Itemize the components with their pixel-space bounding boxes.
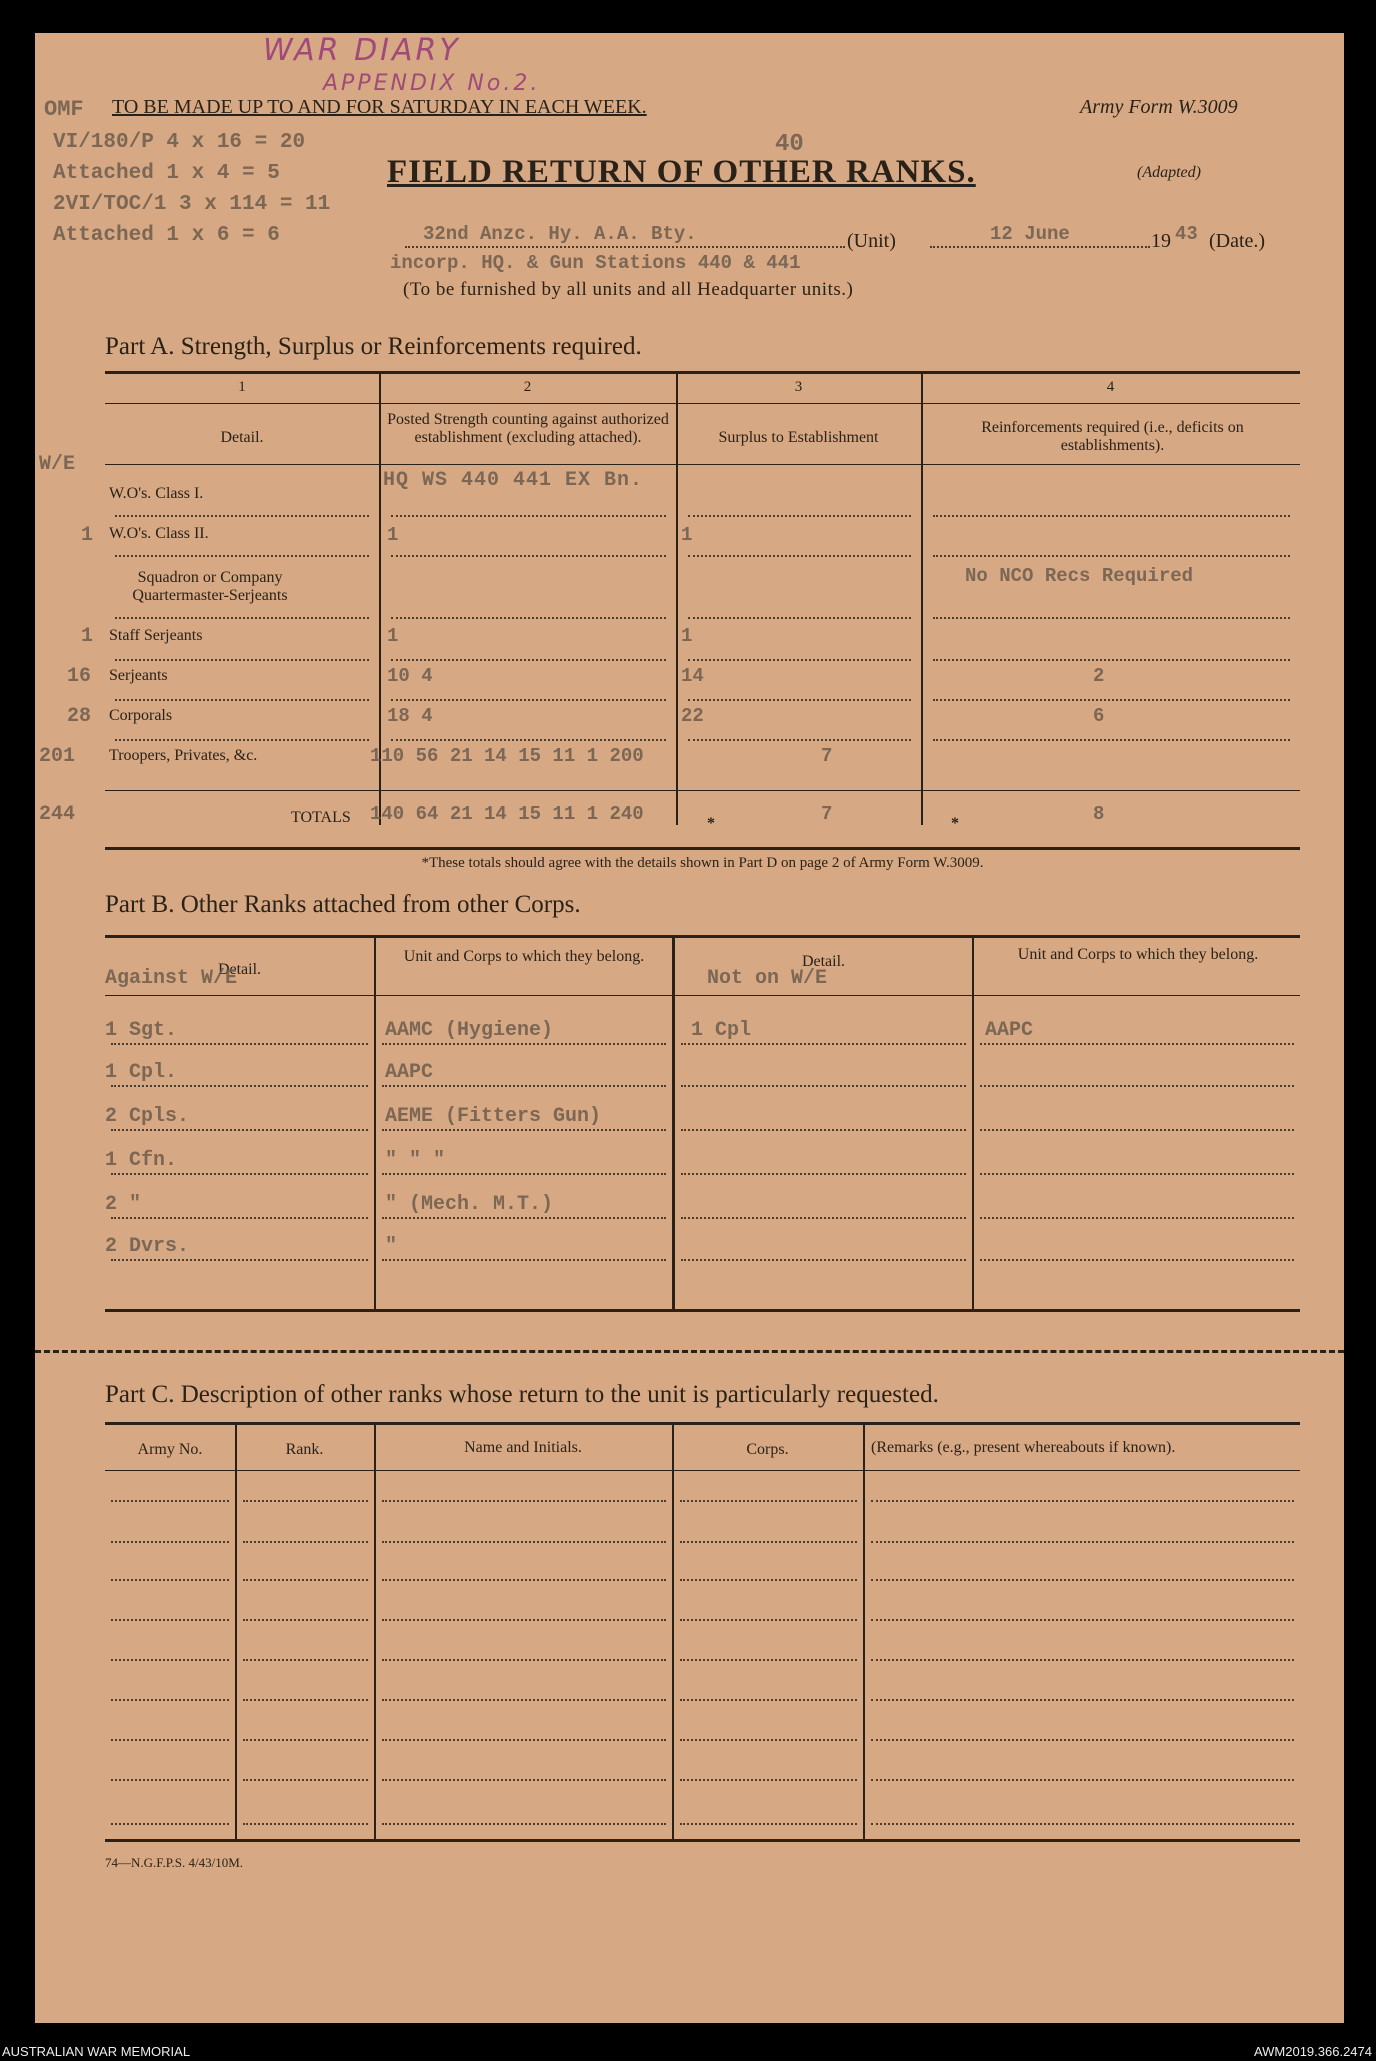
- part-b-dotted-line: [980, 1129, 1294, 1131]
- part-b-dotted-line: [382, 1217, 666, 1219]
- row-dotted-line: [688, 739, 911, 741]
- col-number-rule: [105, 403, 1300, 404]
- handwritten-war-diary: WAR DIARY: [263, 33, 461, 68]
- part-c-col-remarks: (Remarks (e.g., present whereabouts if known).: [871, 1439, 1176, 1456]
- part-c-dotted-line: [680, 1541, 857, 1543]
- date-label: (Date.): [1209, 230, 1266, 252]
- part-b-header-rule: [105, 995, 1300, 996]
- surplus-header: Surplus to Establishment: [718, 429, 879, 446]
- unit-value: 32nd Anzc. Hy. A.A. Bty.: [423, 223, 697, 245]
- furnished-note: (To be furnished by all units and all Headquarter units.): [403, 279, 854, 300]
- part-c-dotted-line: [382, 1619, 666, 1621]
- part-c-heading: Part C. Description of other ranks whose return to the unit is particularly requested.: [105, 1381, 939, 1408]
- attached-detail: 2 Dvrs.: [105, 1235, 190, 1258]
- row-detail-label: Troopers, Privates, &c.: [109, 747, 258, 764]
- part-c-dotted-line: [243, 1779, 368, 1781]
- row-dotted-line: [933, 659, 1290, 661]
- part-c-dotted-line: [871, 1779, 1294, 1781]
- part-b-dotted-line: [111, 1043, 368, 1045]
- part-c-dotted-line: [243, 1500, 368, 1502]
- part-c-col-divider: [863, 1424, 865, 1839]
- attached-unit-corps: " (Mech. M.T.): [385, 1193, 554, 1216]
- part-b-col-divider: [374, 937, 376, 1309]
- row-dotted-line: [933, 555, 1290, 557]
- part-b-detail-header-left: Detail.: [217, 961, 262, 978]
- totals-we: 244: [39, 803, 76, 826]
- part-c-dotted-line: [871, 1619, 1294, 1621]
- part-b-dotted-line: [111, 1173, 368, 1175]
- attached-unit-corps: " " ": [385, 1149, 446, 1172]
- year-value: 43: [1175, 223, 1198, 245]
- part-c-header-rule: [105, 1470, 1300, 1471]
- part-c-dotted-line: [382, 1699, 666, 1701]
- row-we-value: 201: [39, 745, 76, 768]
- part-b-center-divider: [672, 937, 675, 1309]
- part-c-dotted-line: [243, 1541, 368, 1543]
- part-c-dotted-line: [871, 1699, 1294, 1701]
- row-dotted-line: [933, 699, 1290, 701]
- row-reinforcement-value: No NCO Recs Required: [965, 565, 1194, 587]
- row-dotted-line: [391, 515, 666, 517]
- part-b-dotted-line: [111, 1085, 368, 1087]
- ledger-line: VI/180/P 4 x 16 = 20: [53, 131, 306, 154]
- part-c-dotted-line: [111, 1779, 229, 1781]
- part-c-dotted-line: [871, 1659, 1294, 1661]
- corner-code: OMF: [44, 97, 84, 122]
- part-b-dotted-line: [980, 1259, 1294, 1261]
- attached-unit-corps: AAMC (Hygiene): [385, 1019, 554, 1042]
- row-dotted-line: [688, 659, 911, 661]
- attached-detail: 1 Cfn.: [105, 1149, 178, 1172]
- part-b-dotted-line: [111, 1129, 368, 1131]
- part-c-dotted-line: [382, 1659, 666, 1661]
- part-c-dotted-line: [382, 1739, 666, 1741]
- part-c-dotted-line: [382, 1500, 666, 1502]
- part-b-dotted-line: [980, 1173, 1294, 1175]
- part-b-dotted-line: [681, 1129, 966, 1131]
- archive-reference: AWM2019.366.2474: [1253, 2044, 1372, 2059]
- part-c-bottom-rule: [105, 1839, 1300, 1842]
- row-we-value: 28: [67, 705, 92, 728]
- part-a-footnote: *These totals should agree with the details shown in Part D on page 2 of Army Form W.3009.: [421, 855, 984, 871]
- ledger-line: Attached 1 x 4 = 5: [53, 162, 280, 185]
- row-surplus-value: 1: [681, 524, 693, 546]
- part-c-dotted-line: [871, 1500, 1294, 1502]
- part-c-top-rule: [105, 1422, 1300, 1425]
- part-c-dotted-line: [871, 1579, 1294, 1581]
- row-dotted-line: [391, 617, 666, 619]
- row-dotted-line: [391, 555, 666, 557]
- row-surplus-value: 1: [681, 625, 693, 647]
- col-number-1: 1: [238, 379, 246, 395]
- part-b-dotted-line: [382, 1259, 666, 1261]
- row-dotted-line: [688, 617, 911, 619]
- date-value: 12 June: [990, 223, 1070, 245]
- part-b-right-typed-heading: Not on W/E: [707, 967, 828, 990]
- printer-imprint: 74—N.G.F.P.S. 4/43/10M.: [105, 1855, 244, 1870]
- part-a-header-rule: [105, 464, 1300, 465]
- part-a-detail-header: Detail.: [220, 429, 264, 446]
- part-b-heading: Part B. Other Ranks attached from other Corps.: [105, 891, 581, 918]
- part-c-dotted-line: [680, 1579, 857, 1581]
- year-prefix: 19: [1151, 230, 1171, 252]
- part-c-dotted-line: [382, 1779, 666, 1781]
- part-c-col-corps: Corps.: [746, 1441, 789, 1458]
- totals-posted: 140 64 21 14 15 11 1 240: [370, 803, 644, 825]
- row-detail-label: Staff Serjeants: [109, 627, 203, 644]
- part-b-top-rule: [105, 935, 1300, 938]
- archive-credit: AUSTRALIAN WAR MEMORIAL: [2, 2044, 191, 2059]
- unit-value-cont: incorp. HQ. & Gun Stations 440 & 441: [390, 252, 801, 274]
- part-c-dotted-line: [111, 1659, 229, 1661]
- totals-surplus-mark: *: [707, 815, 715, 832]
- part-b-dotted-line: [681, 1043, 966, 1045]
- part-c-dotted-line: [680, 1619, 857, 1621]
- ledger-notes: [53, 127, 330, 251]
- row-dotted-line: [688, 555, 911, 557]
- part-c-dotted-line: [243, 1823, 368, 1825]
- row-dotted-line: [115, 739, 369, 741]
- part-b-dotted-line: [111, 1217, 368, 1219]
- part-b-dotted-line: [980, 1085, 1294, 1087]
- row-dotted-line: [391, 699, 666, 701]
- part-c-dotted-line: [111, 1579, 229, 1581]
- totals-surplus: 7: [821, 803, 833, 825]
- handwritten-appendix: APPENDIX No.2.: [323, 71, 541, 96]
- part-b-dotted-line: [382, 1043, 666, 1045]
- attached-detail: 2 ": [105, 1193, 142, 1216]
- row-detail-label: Serjeants: [109, 667, 168, 684]
- part-c-dotted-line: [680, 1823, 857, 1825]
- part-c-col-rank: Rank.: [285, 1441, 324, 1458]
- part-c-dotted-line: [111, 1619, 229, 1621]
- reinforcements-header: Reinforcements required (i.e., deficits on establishments).: [981, 419, 1244, 454]
- row-reinforcement-value: 6: [1093, 705, 1105, 727]
- typed-number: 40: [775, 131, 804, 158]
- part-c-dotted-line: [243, 1659, 368, 1661]
- row-dotted-line: [115, 515, 369, 517]
- part-b-detail-header-right: Detail.: [801, 953, 846, 970]
- part-c-dotted-line: [111, 1541, 229, 1543]
- part-c-dotted-line: [111, 1739, 229, 1741]
- army-form-number: Army Form W.3009: [1080, 96, 1238, 118]
- row-dotted-line: [933, 515, 1290, 517]
- form-sheet: [35, 33, 1344, 2023]
- part-c-dotted-line: [680, 1779, 857, 1781]
- we-label: W/E: [39, 453, 76, 476]
- unit-dotted-line: [405, 246, 845, 248]
- row-dotted-line: [933, 739, 1290, 741]
- row-reinforcement-value: 2: [1093, 665, 1105, 687]
- part-c-dotted-line: [680, 1699, 857, 1701]
- row-we-value: 1: [81, 524, 94, 547]
- row-we-value: 16: [67, 665, 92, 688]
- row-dotted-line: [933, 617, 1290, 619]
- attached-unit-corps: AEME (Fitters Gun): [385, 1105, 602, 1128]
- part-b-unit-header-left: Unit and Corps to which they belong.: [403, 948, 645, 965]
- ledger-line: 2VI/TOC/1 3 x 114 = 11: [53, 193, 331, 216]
- adapted-label: (Adapted): [1137, 164, 1201, 181]
- tear-off-line: [35, 1350, 1344, 1353]
- part-c-col-divider: [374, 1424, 376, 1839]
- part-c-dotted-line: [382, 1541, 666, 1543]
- attached-unit-corps: ": [385, 1235, 398, 1258]
- part-c-dotted-line: [111, 1699, 229, 1701]
- row-detail-label: W.O's. Class I.: [109, 485, 204, 502]
- part-b-dotted-line: [382, 1129, 666, 1131]
- part-a-top-rule: [105, 371, 1300, 374]
- part-c-dotted-line: [111, 1500, 229, 1502]
- instruction-text: TO BE MADE UP TO AND FOR SATURDAY IN EACH WEEK.: [112, 96, 647, 118]
- row-dotted-line: [688, 699, 911, 701]
- part-a-bottom-rule: [105, 847, 1300, 850]
- part-c-dotted-line: [680, 1739, 857, 1741]
- part-c-col-army-no: Army No.: [137, 1441, 203, 1458]
- part-b-dotted-line: [382, 1085, 666, 1087]
- row-dotted-line: [688, 515, 911, 517]
- row-detail-label: W.O's. Class II.: [109, 525, 209, 542]
- part-b-dotted-line: [681, 1173, 966, 1175]
- row-detail-label: Corporals: [109, 707, 173, 724]
- row-dotted-line: [391, 659, 666, 661]
- row-posted-value: 1: [387, 524, 399, 546]
- part-c-dotted-line: [243, 1579, 368, 1581]
- row-surplus-value: 14: [681, 665, 704, 687]
- typed-column-header: HQ WS 440 441 EX Bn.: [383, 469, 644, 492]
- totals-top-rule: [105, 790, 1300, 791]
- part-c-col-divider: [235, 1424, 237, 1839]
- row-posted-value: 110 56 21 14 15 11 1 200: [370, 745, 644, 767]
- attached-detail: 1 Sgt.: [105, 1019, 178, 1042]
- attached-unit-corps-right: AAPC: [985, 1019, 1034, 1042]
- part-c-dotted-line: [680, 1659, 857, 1661]
- row-dotted-line: [115, 659, 369, 661]
- row-posted-value: 1: [387, 625, 399, 647]
- attached-detail: 2 Cpls.: [105, 1105, 190, 1128]
- posted-strength-header: Posted Strength counting against authorized establishment (excluding attached).: [387, 411, 669, 446]
- row-dotted-line: [115, 699, 369, 701]
- part-b-dotted-line: [980, 1043, 1294, 1045]
- part-a-heading: Part A. Strength, Surplus or Reinforcements required.: [105, 333, 642, 360]
- part-c-dotted-line: [871, 1823, 1294, 1825]
- attached-unit-corps: AAPC: [385, 1061, 434, 1084]
- totals-reinf: 8: [1093, 803, 1105, 825]
- col-number-2: 2: [523, 379, 532, 395]
- part-c-dotted-line: [243, 1699, 368, 1701]
- col-number-3: 3: [794, 379, 803, 395]
- row-detail-label: Squadron or Company Quartermaster-Serjeants: [132, 569, 288, 604]
- row-dotted-line: [391, 739, 666, 741]
- attached-detail: 1 Cpl.: [105, 1061, 178, 1084]
- part-c-col-divider: [672, 1424, 674, 1839]
- part-c-dotted-line: [111, 1823, 229, 1825]
- part-c-dotted-line: [382, 1579, 666, 1581]
- form-title: FIELD RETURN OF OTHER RANKS.: [387, 154, 976, 190]
- part-b-unit-header-right: Unit and Corps to which they belong.: [1017, 946, 1259, 963]
- part-a-col-divider: [921, 373, 923, 825]
- row-posted-value: 18 4: [387, 705, 433, 727]
- part-b-dotted-line: [681, 1259, 966, 1261]
- part-c-dotted-line: [382, 1823, 666, 1825]
- part-b-dotted-line: [681, 1217, 966, 1219]
- date-dotted-line: [930, 246, 1150, 248]
- part-c-dotted-line: [243, 1619, 368, 1621]
- totals-reinf-mark: *: [951, 815, 959, 832]
- part-c-dotted-line: [243, 1739, 368, 1741]
- part-c-dotted-line: [871, 1739, 1294, 1741]
- totals-label: TOTALS: [291, 809, 351, 826]
- row-dotted-line: [115, 555, 369, 557]
- row-surplus-value: 22: [681, 705, 704, 727]
- part-c-dotted-line: [871, 1541, 1294, 1543]
- row-surplus-value: 7: [821, 745, 833, 767]
- col-number-4: 4: [1106, 379, 1115, 395]
- row-posted-value: 10 4: [387, 665, 433, 687]
- part-b-dotted-line: [111, 1259, 368, 1261]
- attached-detail-right: 1 Cpl: [691, 1019, 752, 1042]
- part-b-dotted-line: [980, 1217, 1294, 1219]
- part-c-col-name: Name and Initials.: [464, 1439, 582, 1456]
- part-b-col-divider: [972, 937, 974, 1309]
- row-dotted-line: [115, 617, 369, 619]
- part-b-bottom-rule: [105, 1309, 1300, 1312]
- ledger-line: Attached 1 x 6 = 6: [53, 224, 280, 247]
- part-c-dotted-line: [680, 1500, 857, 1502]
- part-b-left-typed-heading: Against W/E: [105, 967, 238, 990]
- part-b-dotted-line: [681, 1085, 966, 1087]
- row-we-value: 1: [81, 625, 94, 648]
- part-b-dotted-line: [382, 1173, 666, 1175]
- unit-label: (Unit): [847, 230, 896, 252]
